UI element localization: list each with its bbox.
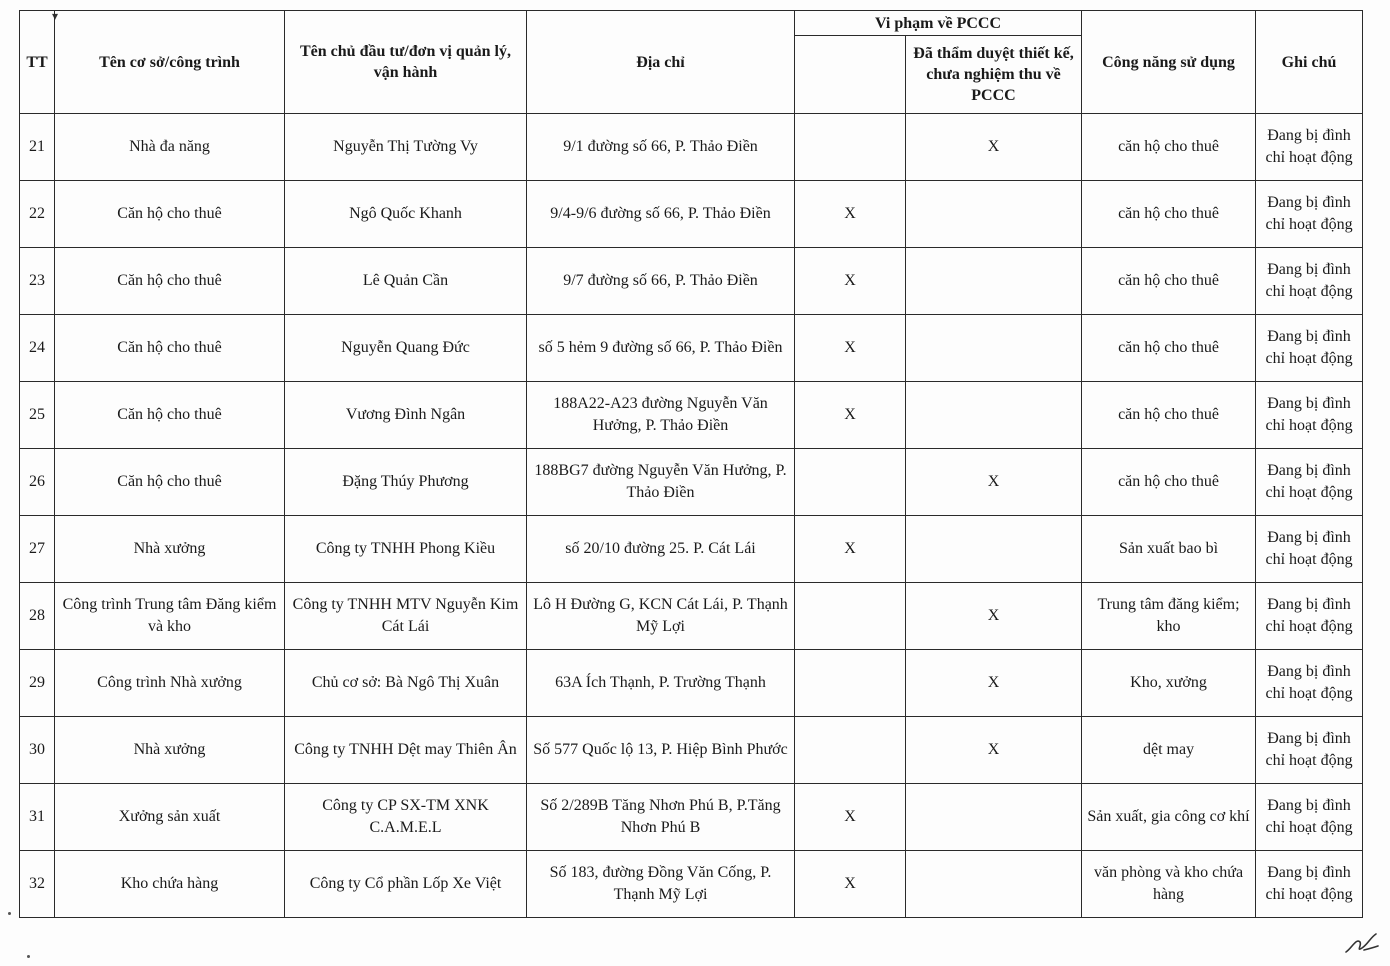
header-name: Tên cơ sở/công trình <box>55 11 285 114</box>
table-row <box>20 181 1363 248</box>
cell-owner: Lê Quản Cần <box>285 248 527 315</box>
header-note: Ghi chú <box>1256 11 1363 114</box>
cell-tt: 24 <box>20 315 55 382</box>
cell-address: Số 577 Quốc lộ 13, P. Hiệp Bình Phước <box>527 717 795 784</box>
cell-violation-2: X <box>906 114 1082 181</box>
table-row <box>20 583 1363 650</box>
cell-violation-2 <box>906 516 1082 583</box>
table-row <box>20 248 1363 315</box>
cell-name: Nhà đa năng <box>55 114 285 181</box>
cell-function: Kho, xưởng <box>1082 650 1256 717</box>
cell-note: Đang bị đình chỉ hoạt động <box>1256 583 1363 650</box>
cell-violation-2 <box>906 382 1082 449</box>
facility-table <box>19 10 1363 918</box>
cell-note: Đang bị đình chỉ hoạt động <box>1256 784 1363 851</box>
cell-violation-1 <box>795 114 906 181</box>
cell-address: số 20/10 đường 25. P. Cát Lái <box>527 516 795 583</box>
cell-function: Trung tâm đăng kiểm; kho <box>1082 583 1256 650</box>
cell-violation-2 <box>906 248 1082 315</box>
cell-function: căn hộ cho thuê <box>1082 382 1256 449</box>
cell-violation-1: X <box>795 784 906 851</box>
cell-violation-1 <box>795 650 906 717</box>
header-address: Địa chỉ <box>527 11 795 114</box>
cell-function: căn hộ cho thuê <box>1082 114 1256 181</box>
cell-owner: Ngô Quốc Khanh <box>285 181 527 248</box>
cell-owner: Công ty TNHH MTV Nguyễn Kim Cát Lái <box>285 583 527 650</box>
cell-owner: Công ty Cổ phần Lốp Xe Việt <box>285 851 527 918</box>
header-tt: TT <box>20 11 55 114</box>
cell-address: 9/1 đường số 66, P. Thảo Điền <box>527 114 795 181</box>
cell-violation-2 <box>906 851 1082 918</box>
cell-violation-1: X <box>795 382 906 449</box>
cell-name: Xưởng sản xuất <box>55 784 285 851</box>
cell-name: Công trình Nhà xưởng <box>55 650 285 717</box>
cell-name: Căn hộ cho thuê <box>55 449 285 516</box>
cell-note: Đang bị đình chỉ hoạt động <box>1256 181 1363 248</box>
cell-address: 63A Ích Thạnh, P. Trường Thạnh <box>527 650 795 717</box>
cell-note: Đang bị đình chỉ hoạt động <box>1256 449 1363 516</box>
cell-function: dệt may <box>1082 717 1256 784</box>
cell-violation-1 <box>795 449 906 516</box>
cell-address: 9/4-9/6 đường số 66, P. Thảo Điền <box>527 181 795 248</box>
cell-violation-1: X <box>795 851 906 918</box>
cell-name: Nhà xưởng <box>55 516 285 583</box>
cell-note: Đang bị đình chỉ hoạt động <box>1256 851 1363 918</box>
table-row <box>20 114 1363 181</box>
scan-speck <box>27 955 30 958</box>
cell-owner: Nguyễn Thị Tường Vy <box>285 114 527 181</box>
cell-address: 188A22-A23 đường Nguyễn Văn Hưởng, P. Thảo Điền <box>527 382 795 449</box>
cell-tt: 28 <box>20 583 55 650</box>
cell-name: Kho chứa hàng <box>55 851 285 918</box>
signature-mark <box>1342 928 1382 958</box>
cell-tt: 25 <box>20 382 55 449</box>
cell-function: văn phòng và kho chứa hàng <box>1082 851 1256 918</box>
cell-violation-2 <box>906 181 1082 248</box>
cell-note: Đang bị đình chỉ hoạt động <box>1256 248 1363 315</box>
table-row <box>20 650 1363 717</box>
scan-speck <box>8 912 11 915</box>
cell-owner: Vương Đình Ngân <box>285 382 527 449</box>
header-violation-sub2: Đã thẩm duyệt thiết kế, chưa nghiệm thu về PCCC <box>906 36 1082 114</box>
table-row <box>20 382 1363 449</box>
table-row <box>20 315 1363 382</box>
table-row <box>20 851 1363 918</box>
cell-note: Đang bị đình chỉ hoạt động <box>1256 114 1363 181</box>
cell-function: Sản xuất bao bì <box>1082 516 1256 583</box>
cell-function: căn hộ cho thuê <box>1082 181 1256 248</box>
cell-violation-1: X <box>795 315 906 382</box>
cell-function: căn hộ cho thuê <box>1082 248 1256 315</box>
cell-tt: 22 <box>20 181 55 248</box>
cell-violation-2 <box>906 784 1082 851</box>
cell-note: Đang bị đình chỉ hoạt động <box>1256 650 1363 717</box>
header-violation: Vi phạm về PCCC <box>795 11 1082 36</box>
cell-tt: 30 <box>20 717 55 784</box>
header-owner: Tên chủ đầu tư/đơn vị quản lý, vận hành <box>285 11 527 114</box>
cell-name: Nhà xưởng <box>55 717 285 784</box>
cell-owner: Chủ cơ sở: Bà Ngô Thị Xuân <box>285 650 527 717</box>
cell-function: căn hộ cho thuê <box>1082 315 1256 382</box>
cell-violation-1 <box>795 583 906 650</box>
cell-owner: Nguyễn Quang Đức <box>285 315 527 382</box>
cell-violation-2: X <box>906 650 1082 717</box>
table-row <box>20 516 1363 583</box>
header-violation-sub1 <box>795 36 906 114</box>
cell-note: Đang bị đình chỉ hoạt động <box>1256 516 1363 583</box>
cell-violation-1 <box>795 717 906 784</box>
cell-owner: Công ty TNHH Phong Kiều <box>285 516 527 583</box>
cell-violation-2: X <box>906 717 1082 784</box>
cell-tt: 32 <box>20 851 55 918</box>
cell-violation-1: X <box>795 248 906 315</box>
cell-address: Số 183, đường Đồng Văn Cống, P. Thạnh Mỹ Lợi <box>527 851 795 918</box>
table-row <box>20 449 1363 516</box>
cell-note: Đang bị đình chỉ hoạt động <box>1256 717 1363 784</box>
cell-name: Căn hộ cho thuê <box>55 181 285 248</box>
cell-owner: Công ty TNHH Dệt may Thiên Ân <box>285 717 527 784</box>
header-function: Công năng sử dụng <box>1082 11 1256 114</box>
corner-mark: ▾ <box>52 9 59 23</box>
cell-name: Căn hộ cho thuê <box>55 248 285 315</box>
cell-owner: Công ty CP SX-TM XNK C.A.M.E.L <box>285 784 527 851</box>
cell-function: căn hộ cho thuê <box>1082 449 1256 516</box>
cell-name: Công trình Trung tâm Đăng kiểm và kho <box>55 583 285 650</box>
header-row-top <box>20 11 1363 36</box>
cell-address: 9/7 đường số 66, P. Thảo Điền <box>527 248 795 315</box>
cell-name: Căn hộ cho thuê <box>55 315 285 382</box>
cell-tt: 23 <box>20 248 55 315</box>
cell-address: Số 2/289B Tăng Nhơn Phú B, P.Tăng Nhơn Phú B <box>527 784 795 851</box>
cell-address: số 5 hẻm 9 đường số 66, P. Thảo Điền <box>527 315 795 382</box>
cell-address: Lô H Đường G, KCN Cát Lái, P. Thạnh Mỹ Lợi <box>527 583 795 650</box>
cell-violation-2: X <box>906 583 1082 650</box>
cell-violation-1: X <box>795 181 906 248</box>
cell-tt: 27 <box>20 516 55 583</box>
table-row <box>20 717 1363 784</box>
cell-function: Sản xuất, gia công cơ khí <box>1082 784 1256 851</box>
cell-name: Căn hộ cho thuê <box>55 382 285 449</box>
cell-tt: 31 <box>20 784 55 851</box>
cell-violation-1: X <box>795 516 906 583</box>
cell-tt: 21 <box>20 114 55 181</box>
cell-tt: 26 <box>20 449 55 516</box>
cell-note: Đang bị đình chỉ hoạt động <box>1256 382 1363 449</box>
cell-owner: Đặng Thúy Phương <box>285 449 527 516</box>
cell-address: 188BG7 đường Nguyễn Văn Hưởng, P. Thảo Điền <box>527 449 795 516</box>
cell-violation-2 <box>906 315 1082 382</box>
cell-tt: 29 <box>20 650 55 717</box>
cell-note: Đang bị đình chỉ hoạt động <box>1256 315 1363 382</box>
cell-violation-2: X <box>906 449 1082 516</box>
table-row <box>20 784 1363 851</box>
